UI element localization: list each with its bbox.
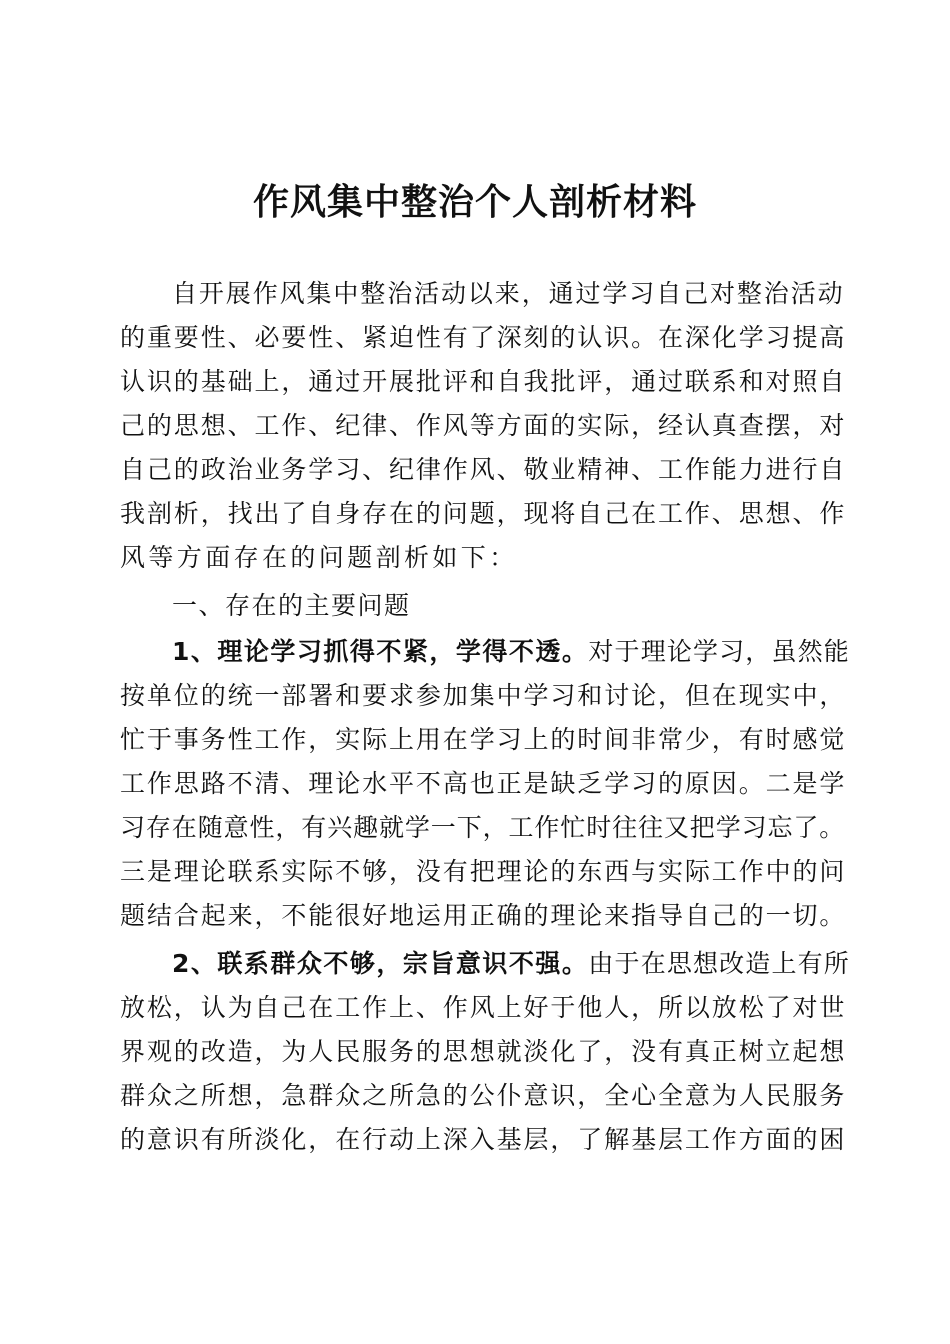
item1-line: 忙于事务性工作，实际上用在学习上的时间非常少，有时感觉 [120,725,847,754]
document-title: 作风集中整治个人剖析材料 [252,181,697,223]
item2-line: 的意识有所淡化，在行动上深入基层，了解基层工作方面的困 [120,1125,847,1154]
intro-line: 己的思想、工作、纪律、作风等方面的实际，经认真查摆，对 [120,411,847,440]
item1-line: 题结合起来，不能很好地运用正确的理论来指导自己的一切。 [120,901,847,930]
item1-first-line-rest: 对于理论学习，虽然能 [588,637,850,666]
item1-lead: 1、理论学习抓得不紧，学得不透。 [172,637,589,666]
item2-first-line [172,946,850,982]
item1-line: 习存在随意性，有兴趣就学一下，工作忙时往往又把学习忘了。 [120,813,846,842]
item2-line: 群众之所想，急群众之所急的公仆意识，全心全意为人民服务 [120,1081,847,1110]
item1-line: 三是理论联系实际不够，没有把理论的东西与实际工作中的问 [120,857,847,886]
intro-line: 自己的政治业务学习、纪律作风、敬业精神、工作能力进行自 [120,455,847,484]
item2-lead: 2、联系群众不够，宗旨意识不强。 [172,949,589,978]
item2-line: 界观的改造，为人民服务的思想就淡化了，没有真正树立起想 [120,1037,847,1066]
intro-line: 我剖析，找出了自身存在的问题，现将自己在工作、思想、作 [120,499,847,528]
intro-line: 认识的基础上，通过开展批评和自我批评，通过联系和对照自 [120,367,847,396]
section-heading: 一、存在的主要问题 [172,591,411,620]
intro-line: 的重要性、必要性、紧迫性有了深刻的认识。在深化学习提高 [120,323,847,352]
item1-line: 工作思路不清、理论水平不高也正是缺乏学习的原因。二是学 [120,769,847,798]
intro-line: 风等方面存在的问题剖析如下： [120,543,518,572]
intro-line: 自开展作风集中整治活动以来，通过学习自己对整治活动 [172,279,845,308]
item2-line: 放松，认为自己在工作上、作风上好于他人，所以放松了对世 [120,993,847,1022]
item1-first-line [172,634,850,670]
item2-first-line-rest: 由于在思想改造上有所 [588,949,850,978]
item1-line: 按单位的统一部署和要求参加集中学习和讨论，但在现实中， [120,681,847,710]
